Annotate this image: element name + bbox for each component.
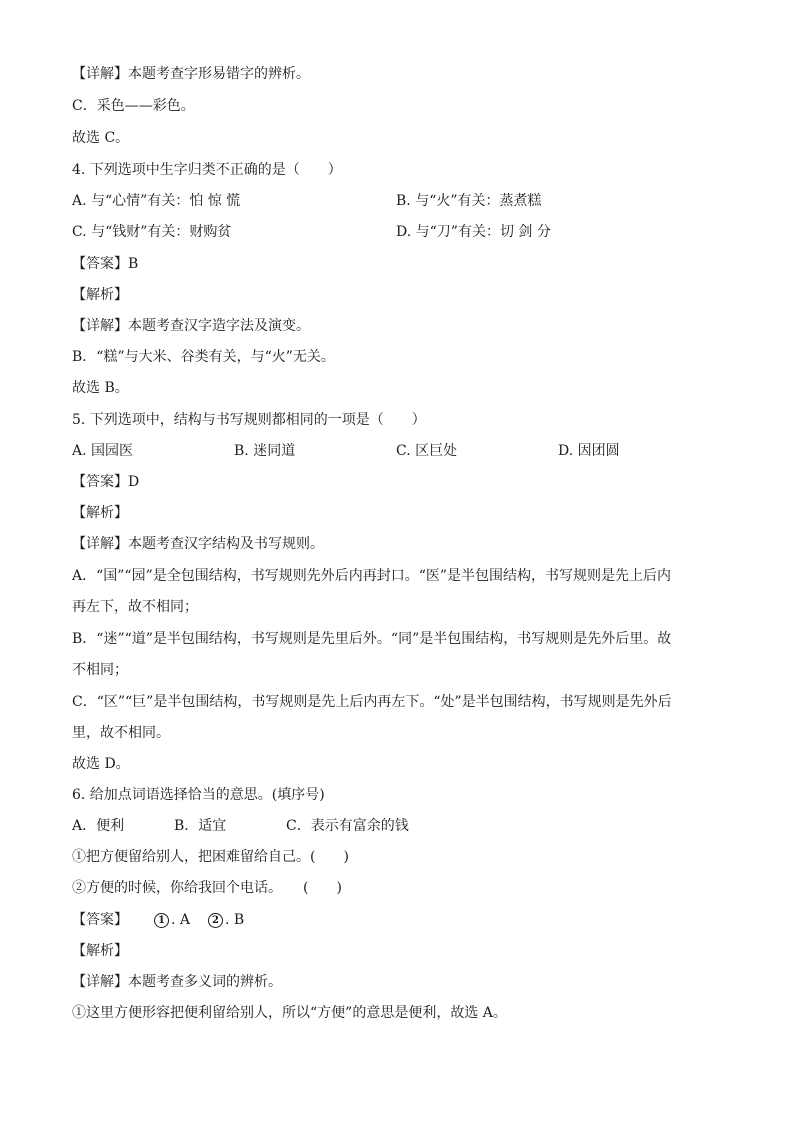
detail-text: 本题考查汉字结构及书写规则。 — [128, 536, 324, 552]
q5-explain-line-2: 再左下，故不相同； — [72, 599, 198, 615]
detail-text: 本题考查汉字造字法及演变。 — [128, 318, 310, 334]
q6-option-a: A．便利 — [72, 818, 125, 834]
q4-stem: 4. 下列选项中生字归类不正确的是（ ） — [72, 162, 342, 178]
q6-stem: 6. 给加点词语选择恰当的意思。(填序号) — [72, 787, 325, 803]
detail-text: 本题考查多义词的辨析。 — [128, 974, 282, 990]
q5-answer-line — [72, 472, 139, 492]
q5-option-a: A. 国园医 — [72, 443, 134, 459]
q5-explain-line-4: 不相同； — [72, 662, 128, 678]
q4-option-c: C. 与“钱财”有关：财购贫 — [72, 224, 232, 240]
q5-explain-line-1: A．“国”“园”是全包围结构，书写规则先外后内再封口。“医”是半包围结构，书写规则是先上后内 — [72, 568, 672, 584]
q3-conclusion: 故选 C。 — [72, 130, 130, 146]
q5-stem: 5. 下列选项中，结构与书写规则都相同的一项是（ ） — [72, 412, 426, 428]
answer-value-1: . A — [171, 912, 191, 928]
q5-option-b: B. 迷同道 — [234, 443, 296, 459]
q3-detail-line — [72, 64, 310, 84]
answer-value-2: . B — [225, 912, 245, 928]
q4-detail-line — [72, 316, 310, 336]
q4-option-a: A. 与“心情”有关：怕 惊 慌 — [72, 193, 241, 209]
answer-label: 【答案】 — [72, 912, 128, 928]
answer-label: 【答案】 — [72, 474, 128, 490]
q4-conclusion: 故选 B。 — [72, 380, 129, 396]
q3-point-line: C．采色——彩色。 — [72, 98, 195, 114]
q6-detail-line — [72, 972, 282, 992]
circled-number-1: 1 — [154, 913, 169, 928]
q5-option-d: D. 因团圆 — [558, 443, 620, 459]
q5-analysis-label: 【解析】 — [72, 505, 128, 521]
q5-explain-line-5: C．“区”“巨”是半包围结构，书写规则是先上后内再左下。“处”是半包围结构，书写规则是先外后 — [72, 694, 672, 710]
q6-option-c: C．表示有富余的钱 — [286, 818, 409, 834]
answer-label: 【答案】 — [72, 256, 128, 272]
q4-option-d: D. 与“刀”有关：切 剑 分 — [396, 224, 551, 240]
detail-label: 【详解】 — [72, 974, 128, 990]
answer-value: D — [128, 474, 140, 490]
q6-answer-line — [72, 910, 244, 930]
q6-analysis-label: 【解析】 — [72, 943, 128, 959]
q6-option-b: B．适宜 — [174, 818, 227, 834]
q5-conclusion: 故选 D。 — [72, 756, 130, 772]
q5-explain-line-6: 里，故不相同。 — [72, 725, 170, 741]
q4-analysis-label: 【解析】 — [72, 287, 128, 303]
detail-text: 本题考查字形易错字的辨析。 — [128, 66, 310, 82]
q5-detail-line — [72, 534, 324, 554]
q5-option-c: C. 区巨处 — [396, 443, 458, 459]
circled-number-2: 2 — [208, 913, 223, 928]
q6-sub-question-1: ①把方便留给别人，把困难留给自己。( ) — [72, 849, 349, 865]
q6-sub-question-2: ②方便的时候，你给我回个电话。 ( ) — [72, 880, 342, 896]
q6-explain: ①这里方便形容把便利留给别人，所以“方便”的意思是便利，故选 A。 — [72, 1005, 507, 1021]
detail-label: 【详解】 — [72, 318, 128, 334]
q4-answer-line — [72, 254, 138, 274]
q4-option-b: B. 与“火”有关：蒸煮糕 — [396, 193, 542, 209]
q4-explain: B．“糕”与大米、谷类有关，与“火”无关。 — [72, 349, 335, 365]
answer-value: B — [128, 256, 139, 272]
detail-label: 【详解】 — [72, 66, 128, 82]
q5-explain-line-3: B．“迷”“道”是半包围结构，书写规则是先里后外。“同”是半包围结构，书写规则是先外后里。故 — [72, 631, 672, 647]
detail-label: 【详解】 — [72, 536, 128, 552]
